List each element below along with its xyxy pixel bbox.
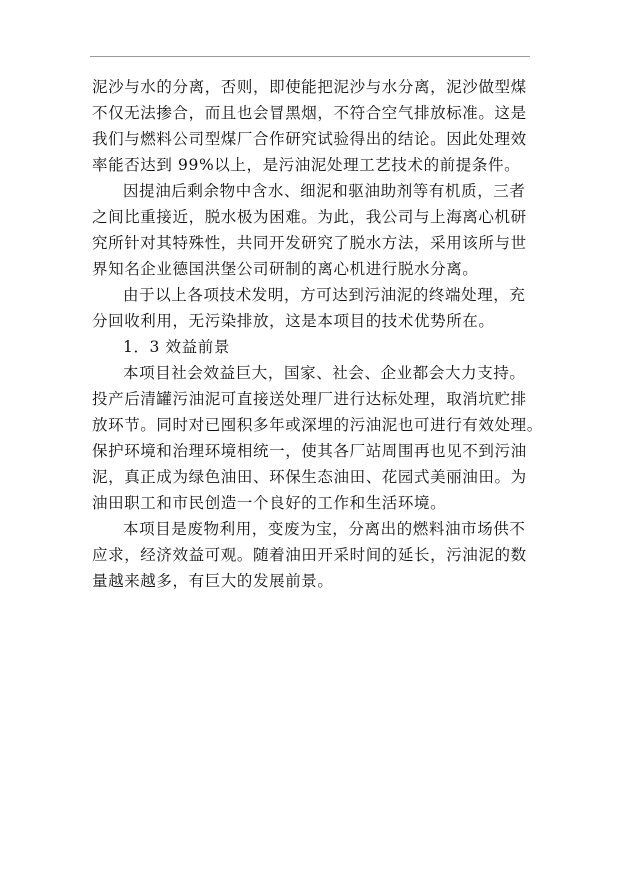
- text-line: 泥，真正成为绿色油田、环保生态油田、花园式美丽油田。为: [92, 468, 527, 486]
- text-line: 投产后清罐污油泥可直接送处理厂进行达标处理，取消坑贮排: [92, 390, 527, 408]
- text-line: 分回收利用，无污染排放，这是本项目的技术优势所在。: [92, 312, 495, 330]
- text-line: 率能否达到 99%以上，是污油泥处理工艺技术的前提条件。: [92, 156, 521, 174]
- header-rule: [90, 56, 530, 57]
- text-line: 应求，经济效益可观。随着油田开采时间的延长，污油泥的数: [92, 546, 527, 564]
- text-line: 我们与燃料公司型煤厂合作研究试验得出的结论。因此处理效: [92, 130, 527, 148]
- text-line: 油田职工和市民创造一个良好的工作和生活环境。: [92, 494, 447, 512]
- text-line: 究所针对其特殊性，共同开发研究了脱水方法，采用该所与世: [92, 234, 527, 252]
- paragraph-technical-advantage: [92, 282, 532, 334]
- text-line: 保护环境和治理环境相统一，使其各厂站周围再也见不到污油: [92, 442, 527, 460]
- text-line: 泥沙与水的分离，否则，即使能把泥沙与水分离，泥沙做型煤: [92, 78, 527, 96]
- text-line: 放环节。同时对已囤积多年或深埋的污油泥也可进行有效处理。: [92, 416, 543, 434]
- document-body: [92, 74, 543, 594]
- text-line: 本项目社会效益巨大，国家、社会、企业都会大力支持。: [123, 364, 526, 382]
- text-line: 量越来越多，有巨大的发展前景。: [92, 572, 334, 590]
- text-line: 界知名企业德国洪堡公司研制的离心机进行脱水分离。: [92, 260, 479, 278]
- text-line: 之间比重接近，脱水极为困难。为此，我公司与上海离心机研: [92, 208, 527, 226]
- text-line: 本项目是废物利用，变废为宝，分离出的燃料油市场供不: [123, 520, 526, 538]
- section-heading: 1．3 效益前景: [123, 338, 230, 356]
- paragraph-economic-benefit: [92, 516, 532, 594]
- text-line: 由于以上各项技术发明，方可达到污油泥的终端处理，充: [123, 286, 526, 304]
- paragraph-sludge-separation: [92, 74, 532, 178]
- text-line: 不仅无法掺合，而且也会冒黑烟，不符合空气排放标准。这是: [92, 104, 527, 122]
- section-heading-benefit-outlook: [92, 334, 532, 360]
- paragraph-social-benefit: [92, 360, 543, 516]
- paragraph-dewatering: [92, 178, 532, 282]
- text-line: 因提油后剩余物中含水、细泥和驱油助剂等有机质，三者: [123, 182, 526, 200]
